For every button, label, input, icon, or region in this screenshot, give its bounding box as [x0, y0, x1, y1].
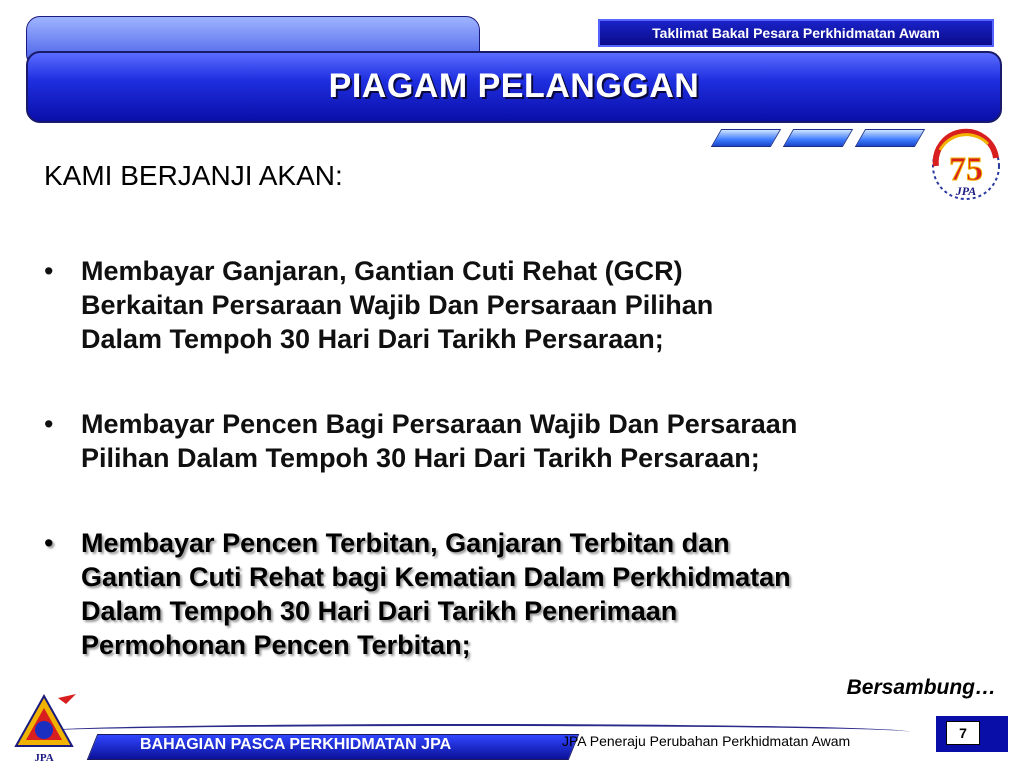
bullet-line: Membayar Pencen Bagi Persaraan Wajib Dan Persaraan [81, 409, 798, 439]
bullet-line: Membayar Ganjaran, Gantian Cuti Rehat (GCR) [81, 256, 683, 286]
jpa-75-anniversary-logo [926, 128, 1006, 210]
stripe [783, 129, 853, 147]
list-item [44, 407, 1004, 475]
slide-title-bar [26, 51, 1002, 123]
stripe [855, 129, 925, 147]
event-title-banner [598, 19, 994, 47]
stripe [711, 129, 781, 147]
list-item [44, 254, 1004, 356]
jpa-logo-label: JPA [34, 752, 54, 764]
bullet-line: Gantian Cuti Rehat bagi Kematian Dalam Perkhidmatan [81, 562, 791, 592]
bullet-line: Permohonan Pencen Terbitan; [81, 630, 471, 660]
list-item [44, 526, 1004, 662]
continued-label: Bersambung… [846, 676, 996, 699]
bullet-line: Dalam Tempoh 30 Hari Dari Tarikh Persaraan; [81, 324, 664, 354]
bullet-line: Pilihan Dalam Tempoh 30 Hari Dari Tarikh Persaraan; [81, 443, 760, 473]
section-heading: KAMI BERJANJI AKAN: [44, 160, 343, 191]
event-title: Taklimat Bakal Pesara Perkhidmatan Awam [652, 25, 940, 41]
footer-slogan: JPA Peneraju Perubahan Perkhidmatan Awam [562, 733, 851, 749]
page-number: 7 [946, 721, 980, 745]
jpa-logo [6, 690, 82, 766]
slide-title: PIAGAM PELANGGAN [328, 67, 700, 105]
bullet-line: Membayar Pencen Terbitan, Ganjaran Terbitan dan [81, 528, 730, 558]
bullet-line: Dalam Tempoh 30 Hari Dari Tarikh Penerimaan [81, 596, 678, 626]
logo75-number: 75 [949, 151, 983, 188]
pledge-list [44, 254, 1004, 662]
bullet-line: Berkaitan Persaraan Wajib Dan Persaraan Pilihan [81, 290, 714, 320]
logo75-label: JPA [955, 184, 977, 198]
division-name: BAHAGIAN PASCA PERKHIDMATAN JPA [140, 736, 452, 753]
